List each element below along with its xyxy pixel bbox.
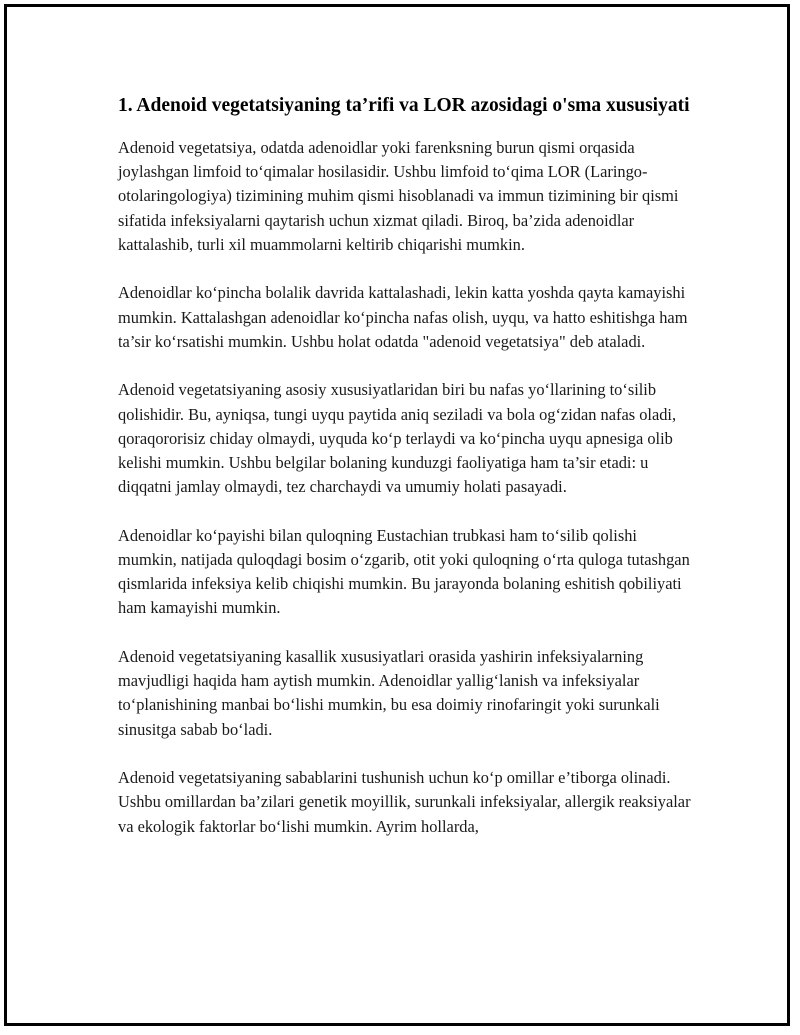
paragraph-causes: Adenoid vegetatsiyaning sabablarini tushunish uchun ko‘p omillar e’tiborga olinadi. Ushbu omillardan ba’zilari genetik moyillik, surunkali infeksiyalar, allergik reaksiyalar va ekologik faktorlar bo‘lishi mumkin. Ayrim hollarda, (118, 768, 691, 836)
paragraph-enlargement: Adenoidlar ko‘pincha bolalik davrida kattalashadi, lekin katta yoshda qayta kamayishi mumkin. Kattalashgan adenoidlar ko‘pincha nafas olish, uyqu, va hatto eshitishga ham ta’sir ko‘rsatishi mumkin. Ushbu holat odatda "adenoid vegetatsiya" deb ataladi. (118, 283, 688, 351)
paragraph-definition: Adenoid vegetatsiya, odatda adenoidlar yoki farenksning burun qismi orqasida joylashgan limfoid to‘qimalar hosilasidir. Ushbu limfoid to‘qima LOR (Laringo-otolaringologiya) tizimining muhim qismi hisoblanadi va immun tizimining bir qismi sifatida infeksiyalarni qaytarish uchun xizmat qiladi. Biroq, ba’zida adenoidlar kattalashib, turli xil muammolarni keltirib chiqarishi mumkin. (118, 138, 679, 254)
section-heading: 1. Adenoid vegetatsiyaning ta’rifi va LOR azosidagi o'sma xususiyati (118, 95, 690, 116)
paragraph-eustachian-tube: Adenoidlar ko‘payishi bilan quloqning Eustachian trubkasi ham to‘silib qolishi mumkin, natijada quloqdagi bosim o‘zgarib, otit yoki quloqning o‘rta quloga tutashgan qismlarida infeksiya kelib chiqishi mumkin. Bu jarayonda bolaning eshitish qobiliyati ham kamayishi mumkin. (118, 525, 690, 618)
paragraph-hidden-infections: Adenoid vegetatsiyaning kasallik xususiyatlari orasida yashirin infeksiyalarning mavjudligi haqida ham aytish mumkin. Adenoidlar yallig‘lanish va infeksiyalar to‘planishining manbai bo‘lishi mumkin, bu esa doimiy rinofaringit yoki surunkali sinusitga sabab bo‘ladi. (118, 647, 660, 739)
document-body (118, 92, 698, 863)
paragraph-airway-obstruction: Adenoid vegetatsiyaning asosiy xususiyatlaridan biri bu nafas yo‘llarining to‘silib qolishidir. Bu, ayniqsa, tungi uyqu paytida aniq seziladi va bola og‘zidan nafas oladi, qoraqororisiz chiday olmaydi, uyquda ko‘p terlaydi va ko‘pincha uyqu apnesiga olib kelishi mumkin. Ushbu belgilar bolaning kunduzgi faoliyatiga ham ta’sir etadi: u diqqatni jamlay olmaydi, tez charchaydi va umumiy holati pasayadi. (118, 380, 677, 497)
